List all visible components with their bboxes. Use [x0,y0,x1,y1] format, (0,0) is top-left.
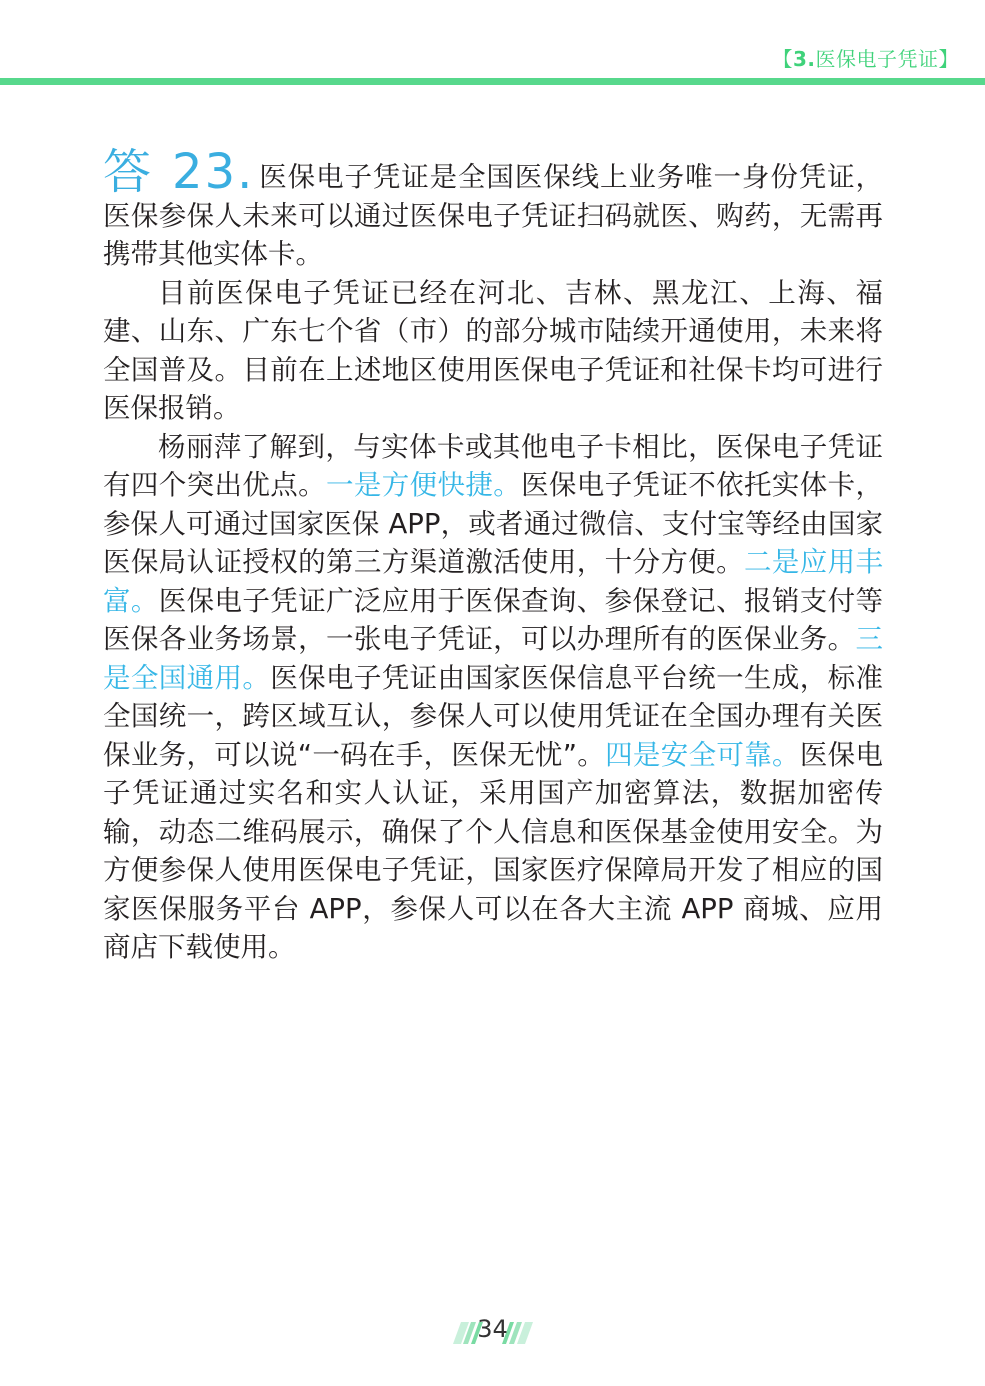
answer-body [103,144,884,967]
paragraph-segment: 医保电子凭证是全国医保线上业务唯一身份凭证，医保参保人未来可以通过医保电子凭证扫码就医、购药，无需再携带其他实体卡。 [103,161,883,270]
section-tag [772,43,959,72]
page-footer [0,1313,985,1357]
section-title: 医保电子凭证 [815,47,939,71]
paragraph-segment: 目前医保电子凭证已经在河北、吉林、黑龙江、上海、福建、山东、广东七个省（市）的部分城市陆续开通使用，未来将全国普及。目前在上述地区使用医保电子凭证和社保卡均可进行医保报销。 [103,276,883,424]
paragraph-segment: 医保电子凭证不依托实体卡，参保人可通过国家医保 APP，或者通过微信、支付宝等经由国家医保局认证授权的第三方渠道激活使用，十分方便。 [103,469,884,578]
paragraph-2 [103,274,883,428]
highlight-advantage-1: 一是方便快捷。 [325,469,522,501]
highlight-advantage-3: 三是全国通用。 [103,623,883,694]
paragraph-1 [103,144,883,274]
highlight-advantage-4: 四是安全可靠。 [605,738,800,771]
paragraph-segment: 医保电子凭证广泛应用于医保查询、参保登记、报销支付等医保各业务场景，一张电子凭证，可以办理所有的医保业务。 [103,584,884,655]
page-number: 34 [477,1315,508,1343]
section-number: 3. [792,47,816,71]
paragraph-segment: 杨丽萍了解到，与实体卡或其他电子卡相比，医保电子凭证有四个突出优点。 [103,430,883,501]
paragraph-segment: 医保电子凭证通过实名和实人认证，采用国产加密算法，数据加密传输，动态二维码展示，确保了个人信息和医保基金使用安全。为方便参保人使用医保电子凭证，国家医疗保障局开发了相应的国家医保服务平台 APP，参保人可以在各大主流 APP 商城、应用商店下载使用。 [103,738,884,963]
answer-label: 答 23. [103,144,255,200]
bracket-open: 【 [772,47,793,71]
paragraph-segment: 医保电子凭证由国家医保信息平台统一生成，标准全国统一，跨区域互认，参保人可以使用凭证在全国办理有关医保业务，可以说“一码在手，医保无忧”。 [103,661,884,771]
paragraph-3 [103,428,883,967]
header-rule [0,78,985,85]
highlight-advantage-2: 二是应用丰富。 [103,546,884,617]
bracket-close: 】 [938,47,959,71]
